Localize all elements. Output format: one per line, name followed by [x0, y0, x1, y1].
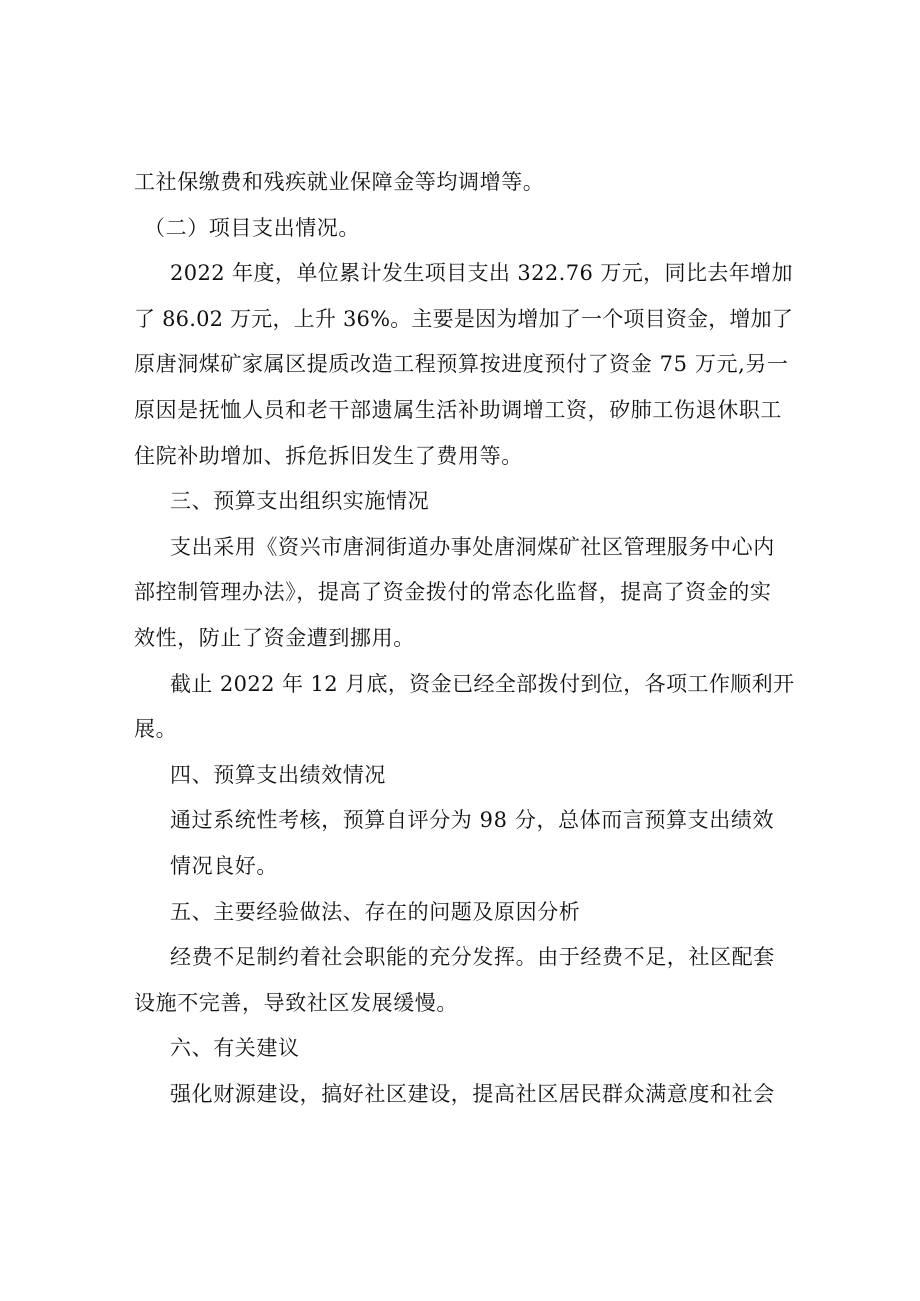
document-body: [134, 160, 794, 1117]
text-line: 住院补助增加、拆危拆旧发生了费用等。: [134, 443, 523, 468]
text-line: 情况良好。: [170, 853, 278, 878]
text-line: 设施不完善，导致社区发展缓慢。: [134, 990, 458, 1015]
text-line: 原因是抚恤人员和老干部遗属生活补助调增工资，矽肺工伤退休职工: [134, 397, 782, 422]
text-line: 截止 2022 年 12 月底，资金已经全部拨付到位，各项工作顺利开: [170, 671, 795, 696]
text-line: 展。: [134, 717, 178, 742]
text-line: 工社保缴费和残疾就业保障金等均调增等。: [134, 170, 545, 194]
section-heading-performance: 四、预算支出绩效情况: [170, 762, 386, 787]
text-line: 效性，防止了资金遭到挪用。: [134, 625, 415, 650]
section-heading-implementation: 三、预算支出组织实施情况: [170, 489, 430, 514]
text-line: 原唐洞煤矿家属区提质改造工程预算按进度预付了资金 75 万元,另一: [134, 352, 789, 377]
text-line: 支出采用《资兴市唐洞街道办事处唐洞煤矿社区管理服务中心内: [170, 534, 775, 559]
text-line: 了 86.02 万元，上升 36%。主要是因为增加了一个项目资金，增加了: [134, 306, 794, 331]
text-line: 部控制管理办法》，提高了资金拨付的常态化监督，提高了资金的实: [134, 580, 772, 605]
section-heading-experience: 五、主要经验做法、存在的问题及原因分析: [170, 899, 581, 924]
section-heading-suggestions: 六、有关建议: [170, 1036, 300, 1061]
section-heading-project-expenditure: （二）项目支出情况。: [144, 215, 360, 240]
text-line: 强化财源建设，搞好社区建设，提高社区居民群众满意度和社会: [170, 1081, 775, 1106]
text-line: 经费不足制约着社会职能的充分发挥。由于经费不足，社区配套: [170, 945, 775, 970]
text-line: 2022 年度，单位累计发生项目支出 322.76 万元，同比去年增加: [170, 261, 793, 286]
text-line: 通过系统性考核，预算自评分为 98 分，总体而言预算支出绩效: [170, 808, 775, 833]
